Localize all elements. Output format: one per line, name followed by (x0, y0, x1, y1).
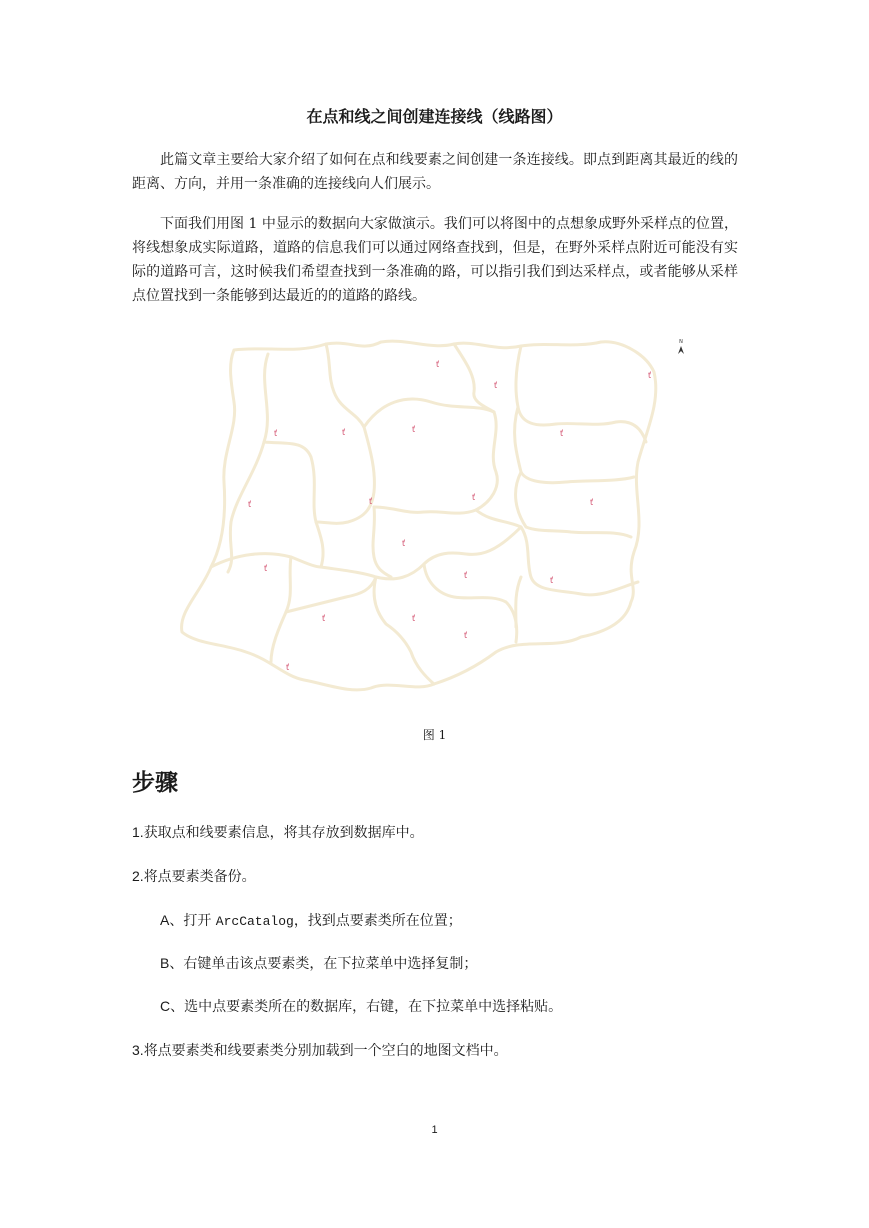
step-1 (132, 822, 424, 843)
step-3 (132, 1040, 508, 1061)
document-title: 在点和线之间创建连接线（线路图） (306, 107, 563, 126)
sample-point-marker: ť (648, 371, 652, 380)
substep-a-label: A (160, 912, 170, 928)
north-arrow-icon (678, 339, 684, 354)
road-outer-boundary (182, 341, 656, 690)
sample-point-marker: ť (402, 539, 406, 548)
road-segment (373, 507, 391, 577)
substep-a-post: ，找到点要素类所在位置； (293, 913, 462, 929)
intro-paragraph: 此篇文章主要给大家介绍了如何在点和线要素之间创建一条连接线。即点到距离其最近的线的距离、方向，并用一条准确的连接线向人们展示。 (132, 152, 738, 192)
figure-map (176, 332, 698, 704)
sample-point-marker: ť (550, 576, 554, 585)
sample-point-marker: ť (560, 429, 564, 438)
road-segment (271, 557, 291, 662)
substep-b-text: 、右键单击该点要素类，在下拉菜单中选择复制； (169, 956, 478, 972)
svg-text:N: N (679, 339, 683, 345)
road-network (182, 341, 656, 690)
page-number: 1 (431, 1124, 438, 1136)
road-segment (364, 399, 494, 427)
road-segment (316, 427, 374, 523)
sample-point-marker: ť (494, 381, 498, 390)
step-1-text: 获取点和线要素信息，将其存放到数据库中。 (143, 825, 424, 841)
sample-point-marker: ť (248, 500, 252, 509)
substep-b (160, 953, 477, 974)
road-segment (321, 527, 521, 579)
sample-point-marker: ť (264, 564, 268, 573)
sample-point-marker: ť (464, 631, 468, 640)
substep-c-text: 、选中点要素类所在的数据库，右键，在下拉菜单中选择粘贴。 (170, 999, 563, 1015)
step-2 (132, 866, 256, 887)
figure-caption: 图 1 (422, 728, 447, 742)
sample-point-marker: ť (274, 429, 278, 438)
substep-c (160, 996, 562, 1017)
substep-a (160, 910, 462, 932)
step-2-number: 2. (132, 868, 144, 884)
sample-point-marker: ť (286, 663, 290, 672)
sample-point-marker: ť (322, 614, 326, 623)
sample-point-marker: ť (412, 614, 416, 623)
road-segment (454, 344, 494, 412)
step-1-number: 1. (132, 824, 144, 840)
sample-point-marker: ť (369, 497, 373, 506)
substep-a-app-name: ArcCatalog (215, 914, 294, 929)
sample-point-marker: ť (464, 571, 468, 580)
description-paragraph: 下面我们用图 1 中显示的数据向大家做演示。我们可以将图中的点想象成野外采样点的位置，将线想象成实际道路，道路的信息我们可以通过网络查找到，但是，在野外采样点附近可能没有实际的道路可言，这时候我们希望查找到一条准确的路，可以指引我们到达采样点，或者能够从采样点位置找到一条能够到达最近的的道路的路线。 (132, 216, 738, 304)
road-segment (476, 510, 638, 595)
road-segment (374, 412, 497, 513)
road-segment (424, 564, 517, 642)
road-segment (374, 577, 434, 684)
road-segment (516, 346, 646, 442)
step-2-text: 将点要素类备份。 (143, 869, 256, 885)
sample-point-marker: ť (412, 425, 416, 434)
substep-a-pre: 、打开 (169, 913, 216, 929)
sample-point-marker: ť (342, 428, 346, 437)
sample-point-marker: ť (590, 498, 594, 507)
road-segment (228, 354, 268, 572)
sample-point-marker: ť (436, 360, 440, 369)
road-segment (516, 577, 521, 627)
step-3-number: 3. (132, 1042, 144, 1058)
road-segment (264, 442, 323, 567)
sample-point-marker: ť (472, 493, 476, 502)
step-3-text: 将点要素类和线要素类分别加载到一个空白的地图文档中。 (143, 1043, 508, 1059)
road-segment (326, 344, 364, 427)
road-segment (515, 407, 634, 483)
substep-b-label: B (160, 955, 170, 971)
section-heading: 步骤 (132, 770, 178, 796)
substep-c-label: C (160, 998, 171, 1014)
road-segment (286, 577, 376, 612)
